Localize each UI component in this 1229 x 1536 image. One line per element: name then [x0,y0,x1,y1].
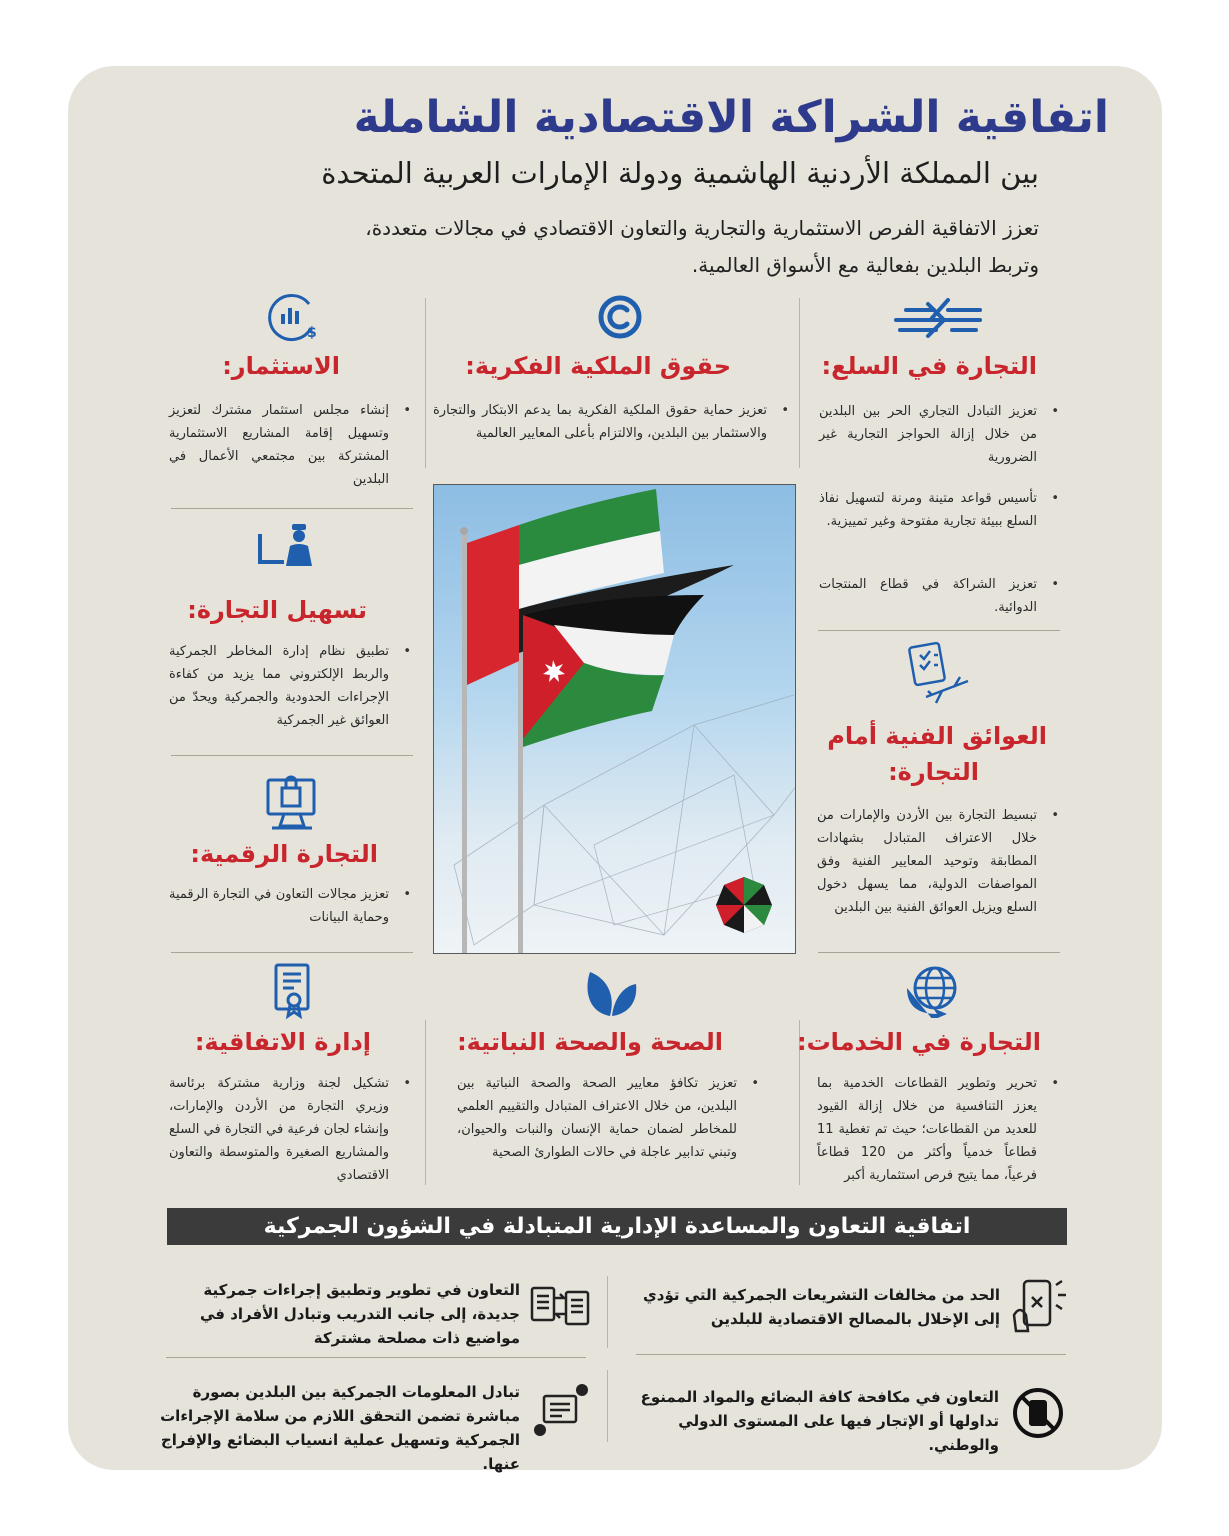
services-bullet-1: • تحرير وتطوير القطاعات الخدمية بما يعزز التنافسية من خلال إزالة القيود للعديد من القطاعات؛ حيث تم تغطية 11 قطاعاً خدمياً وأكثر من 120 قطاعاً فرعياً، مما يتيح فرص استثمارية أكبر [817,1072,1037,1187]
sps-bullet-1: • تعزيز تكافؤ معايير الصحة والصحة النباتية بين البلدين، من خلال الاعتراف المتبادل والتقييم العلمي للمخاطر لضمان حماية الإنسان والنبات والحيوان، وتبني تدابير عاجلة في حالات الطوارئ الصحية [457,1072,737,1164]
row-divider [166,1357,586,1358]
prohibited-icon [1011,1386,1065,1440]
trade-arrows-icon [892,296,984,344]
row-divider [171,755,413,756]
section-title-sps: الصحة والصحة النباتية: [457,1028,723,1056]
section-title-ip: حقوق الملكية الفكرية: [465,352,731,380]
customs-item-3: التعاون في مكافحة كافة البضائع والمواد الممنوع تداولها أو الإتجار فيها على المستوى الدولي والوطني. [640,1388,999,1454]
investment-chart-icon [265,290,319,342]
intro-text: تعزز الاتفاقية الفرص الاستثمارية والتجارية والتعاون الاقتصادي في مجالات متعددة، وتربط البلدين بفعالية مع الأسواق العالمية. [365,216,1039,277]
section-title-technical-1: العوائق الفنية أمام [827,722,1047,750]
section-title-facilitation: تسهيل التجارة: [187,596,367,624]
customs-item-4: تبادل المعلومات الجمركية بين البلدين بصورة مباشرة تضمن التحقق اللازم من سلامة الإجراءات الجمركية وتسهيل عملية انسياب البضائع والإفراج عنها. [160,1383,520,1473]
globe-arrows-icon [903,962,963,1018]
copyright-icon [597,294,643,340]
leaves-icon [584,968,638,1018]
row-divider [818,630,1060,631]
goods-bullet-3: • تعزيز الشراكة في قطاع المنتجات الدوائية. [819,573,1037,619]
ip-bullet-1: • تعزيز حماية حقوق الملكية الفكرية بما يدعم الابتكار والتجارة والاستثمار بين البلدين، والالتزام بأعلى المعايير العالمية [433,399,767,445]
investment-bullet-1: • إنشاء مجلس استثمار مشترك لتعزيز وتسهيل إقامة المشاريع الاستثمارية المشتركة بين مجتمعي الأعمال في البلدين [169,399,389,491]
section-title-investment: الاستثمار: [222,352,340,380]
phone-alert-icon [1010,1275,1068,1335]
certificate-icon [272,962,314,1020]
facilitation-bullet-1: • تطبيق نظام إدارة المخاطر الجمركية والربط الإلكتروني مما يزيد من كفاءة الإجراءات الحدودية والجمركية ويحدّ من العوائق غير الجمركية [169,640,389,732]
document-exchange-icon [528,1284,592,1332]
digital-bullet-1: • تعزيز مجالات التعاون في التجارة الرقمية وحماية البيانات [169,883,389,929]
ecommerce-monitor-icon [264,766,320,834]
row-divider [636,1354,1066,1355]
goods-bullet-2: • تأسيس قواعد متينة ومرنة لتسهيل نفاذ السلع ببيئة تجارية مفتوحة وغير تمييزية. [819,487,1037,533]
flags-photo [433,484,796,954]
checklist-plane-icon [906,641,972,707]
info-exchange-icon [532,1380,592,1440]
row-divider [171,508,413,509]
technical-bullet-1: • تبسيط التجارة بين الأردن والإمارات من خلال الاعتراف المتبادل بشهادات المطابقة وتوحيد المعايير الفنية وفق المواصفات الدولية، مما يسهل دخول السلع ويزيل العوائق الفنية بين البلدين [817,804,1037,919]
section-title-digital: التجارة الرقمية: [190,840,378,868]
customs-officer-icon [256,520,316,572]
page-subtitle: بين المملكة الأردنية الهاشمية ودولة الإمارات العربية المتحدة [321,156,1039,190]
customs-item-1: الحد من مخالفات التشريعات الجمركية التي تؤدي إلى الإخلال بالمصالح الاقتصادية للبلدين [643,1286,1000,1328]
column-divider [425,1020,426,1185]
section-title-technical-2: التجارة: [888,758,979,786]
section-title-admin: إدارة الاتفاقية: [194,1028,371,1056]
svg-text:$: $ [307,325,317,341]
section-title-services: التجارة في الخدمات: [796,1028,1041,1056]
column-divider [607,1276,608,1348]
admin-bullet-1: • تشكيل لجنة وزارية مشتركة برئاسة وزيري التجارة من الأردن والإمارات، وإنشاء لجان فرعية في التجارة في السلع والمشاريع الصغيرة والمتوسطة والتعاون الاقتصادي [169,1072,389,1187]
row-divider [818,952,1060,953]
customs-item-2: التعاون في تطوير وتطبيق إجراءات جمركية جديدة، إلى جانب التدريب وتبادل الأفراد في مواضيع ذات مصلحة مشتركة [200,1281,520,1347]
page-title: اتفاقية الشراكة الاقتصادية الشاملة [353,92,1109,143]
customs-banner: اتفاقية التعاون والمساعدة الإدارية المتبادلة في الشؤون الجمركية [167,1208,1067,1245]
section-title-goods: التجارة في السلع: [821,352,1037,380]
column-divider [425,298,426,468]
column-divider [607,1370,608,1442]
row-divider [171,952,413,953]
goods-bullet-1: • تعزيز التبادل التجاري الحر بين البلدين من خلال إزالة الحواجز التجارية غير الضرورية [819,400,1037,469]
column-divider [799,298,800,468]
